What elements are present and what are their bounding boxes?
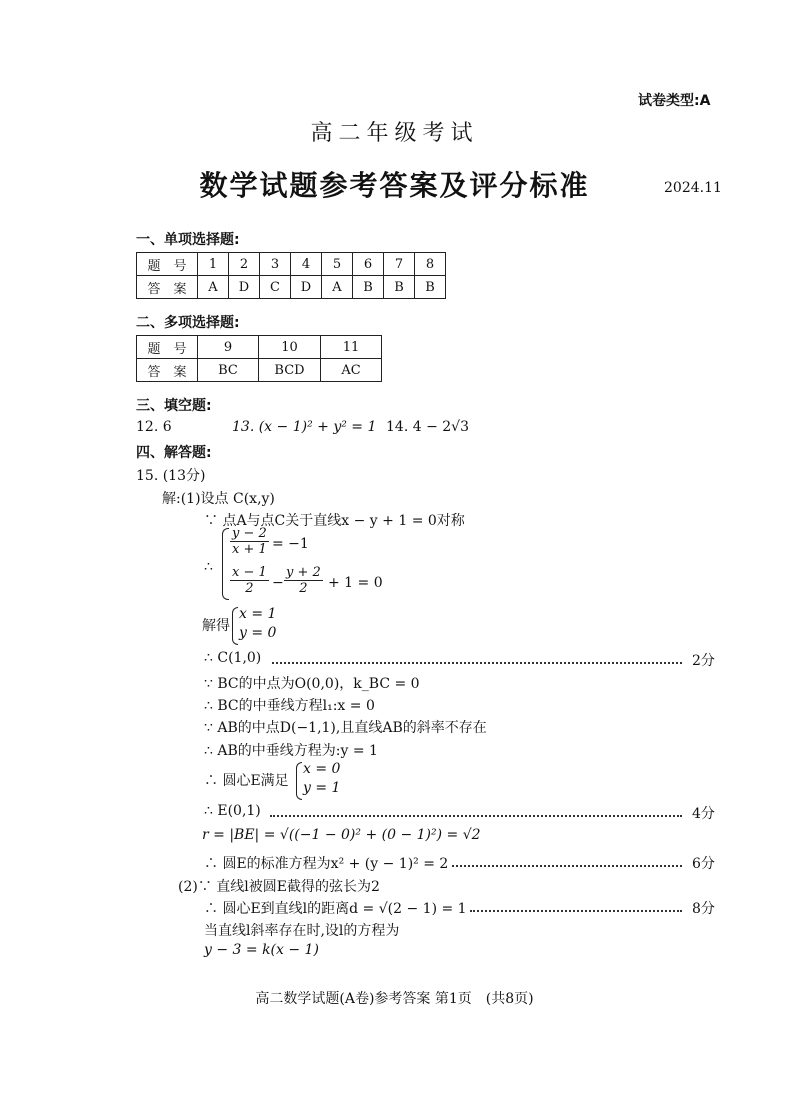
- table-cell: 8: [415, 253, 446, 276]
- solution-line: r = |BE| = √((−1 − 0)² + (0 − 1)²) = √2: [202, 827, 481, 843]
- solve-label: 解得: [202, 618, 230, 634]
- denominator: x + 1: [232, 542, 267, 557]
- document-title: 数学试题参考答案及评分标准: [199, 169, 590, 202]
- table-cell: 题 号: [137, 336, 198, 359]
- multi-choice-table: [136, 335, 382, 382]
- solution-line: ∵ BC的中点为O(0,0)，k_BC = 0: [204, 676, 420, 692]
- system-brace: [222, 528, 229, 600]
- system-brace: [232, 607, 238, 645]
- table-cell: 答 案: [137, 359, 198, 382]
- fraction: [284, 565, 323, 596]
- solution-line: ∴ 圆心E到直线l的距离d = √(2 − 1) = 1: [204, 901, 467, 917]
- solution-line: ∴ 圆心E满足: [204, 773, 289, 789]
- table-cell: 7: [384, 253, 415, 276]
- answer-12: 12. 6: [136, 419, 172, 435]
- table-row: [137, 359, 382, 382]
- solution-line: ∴ BC的中垂线方程l₁:x = 0: [204, 698, 375, 714]
- table-cell: 11: [321, 336, 382, 359]
- system-brace: [296, 762, 302, 800]
- minus-sign: −: [272, 575, 284, 591]
- equation: y = 1: [303, 780, 341, 796]
- table-cell: D: [229, 276, 260, 299]
- table-cell: 题 号: [137, 253, 198, 276]
- answer-14: 14. 4 − 2√3: [386, 419, 469, 435]
- score-mark: 8分: [692, 901, 715, 917]
- table-cell: 1: [198, 253, 229, 276]
- fraction: [230, 565, 269, 596]
- therefore-symbol: ∴: [204, 559, 213, 575]
- answer-13: 13. (x − 1)² + y² = 1: [232, 419, 377, 435]
- equation-rhs: = −1: [272, 536, 309, 552]
- solution-line: ∴ E(0,1): [204, 803, 261, 819]
- exam-title: 高二年级考试: [310, 121, 479, 146]
- table-cell: AC: [321, 359, 382, 382]
- section2-heading: 二、多项选择题:: [136, 315, 240, 331]
- single-choice-table: [136, 252, 446, 299]
- solution-line: 当直线l斜率存在时,设l的方程为: [204, 923, 400, 939]
- numerator: y + 2: [286, 565, 321, 580]
- table-cell: A: [322, 276, 353, 299]
- equation: y = 0: [239, 625, 277, 641]
- denominator: 2: [299, 581, 308, 596]
- table-cell: 2: [229, 253, 260, 276]
- table-row: [137, 276, 446, 299]
- table-cell: A: [198, 276, 229, 299]
- equation: x = 1: [239, 606, 277, 622]
- table-cell: 10: [259, 336, 321, 359]
- table-cell: 6: [353, 253, 384, 276]
- table-cell: B: [384, 276, 415, 299]
- solution-line: ∴ 圆E的标准方程为x² + (y − 1)² = 2: [204, 856, 449, 872]
- table-cell: 9: [198, 336, 259, 359]
- score-mark: 4分: [692, 806, 715, 822]
- equation-rhs: + 1 = 0: [328, 575, 383, 591]
- page-footer: 高二数学试题(A卷)参考答案 第1页 (共8页): [255, 991, 534, 1007]
- table-cell: D: [291, 276, 322, 299]
- score-mark: 2分: [692, 653, 715, 669]
- equation: x = 0: [303, 761, 341, 777]
- section1-heading: 一、单项选择题:: [136, 232, 240, 248]
- solution-line: ∵ AB的中点D(−1,1),且直线AB的斜率不存在: [204, 720, 487, 736]
- table-cell: B: [353, 276, 384, 299]
- table-cell: 答 案: [137, 276, 198, 299]
- table-row: [137, 336, 382, 359]
- section3-heading: 三、填空题:: [136, 398, 212, 414]
- leader-dots: [272, 662, 682, 664]
- table-cell: 3: [260, 253, 291, 276]
- table-cell: 4: [291, 253, 322, 276]
- solution-line: 解:(1)设点 C(x,y): [162, 491, 275, 507]
- table-row: [137, 253, 446, 276]
- table-cell: BCD: [259, 359, 321, 382]
- table-cell: 5: [322, 253, 353, 276]
- solution-line: (2)∵ 直线l被圆E截得的弦长为2: [178, 879, 380, 895]
- exam-date: 2024.11: [664, 180, 722, 196]
- section4-heading: 四、解答题:: [136, 445, 212, 461]
- solution-line: ∴ AB的中垂线方程为:y = 1: [204, 743, 378, 759]
- score-mark: 6分: [692, 856, 715, 872]
- leader-dots: [470, 910, 682, 912]
- table-cell: B: [415, 276, 446, 299]
- question-15: 15. (13分): [136, 468, 206, 484]
- numerator: y − 2: [232, 526, 267, 541]
- fraction: [230, 526, 269, 557]
- solution-line: ∵ 点A与点C关于直线x − y + 1 = 0对称: [204, 513, 465, 529]
- numerator: x − 1: [232, 565, 267, 580]
- leader-dots: [270, 815, 682, 817]
- table-cell: C: [260, 276, 291, 299]
- solution-line: y − 3 = k(x − 1): [204, 942, 319, 958]
- leader-dots: [452, 865, 682, 867]
- paper-type: 试卷类型:A: [638, 93, 711, 109]
- solution-line: ∴ C(1,0): [204, 650, 262, 666]
- table-cell: BC: [198, 359, 259, 382]
- denominator: 2: [245, 581, 254, 596]
